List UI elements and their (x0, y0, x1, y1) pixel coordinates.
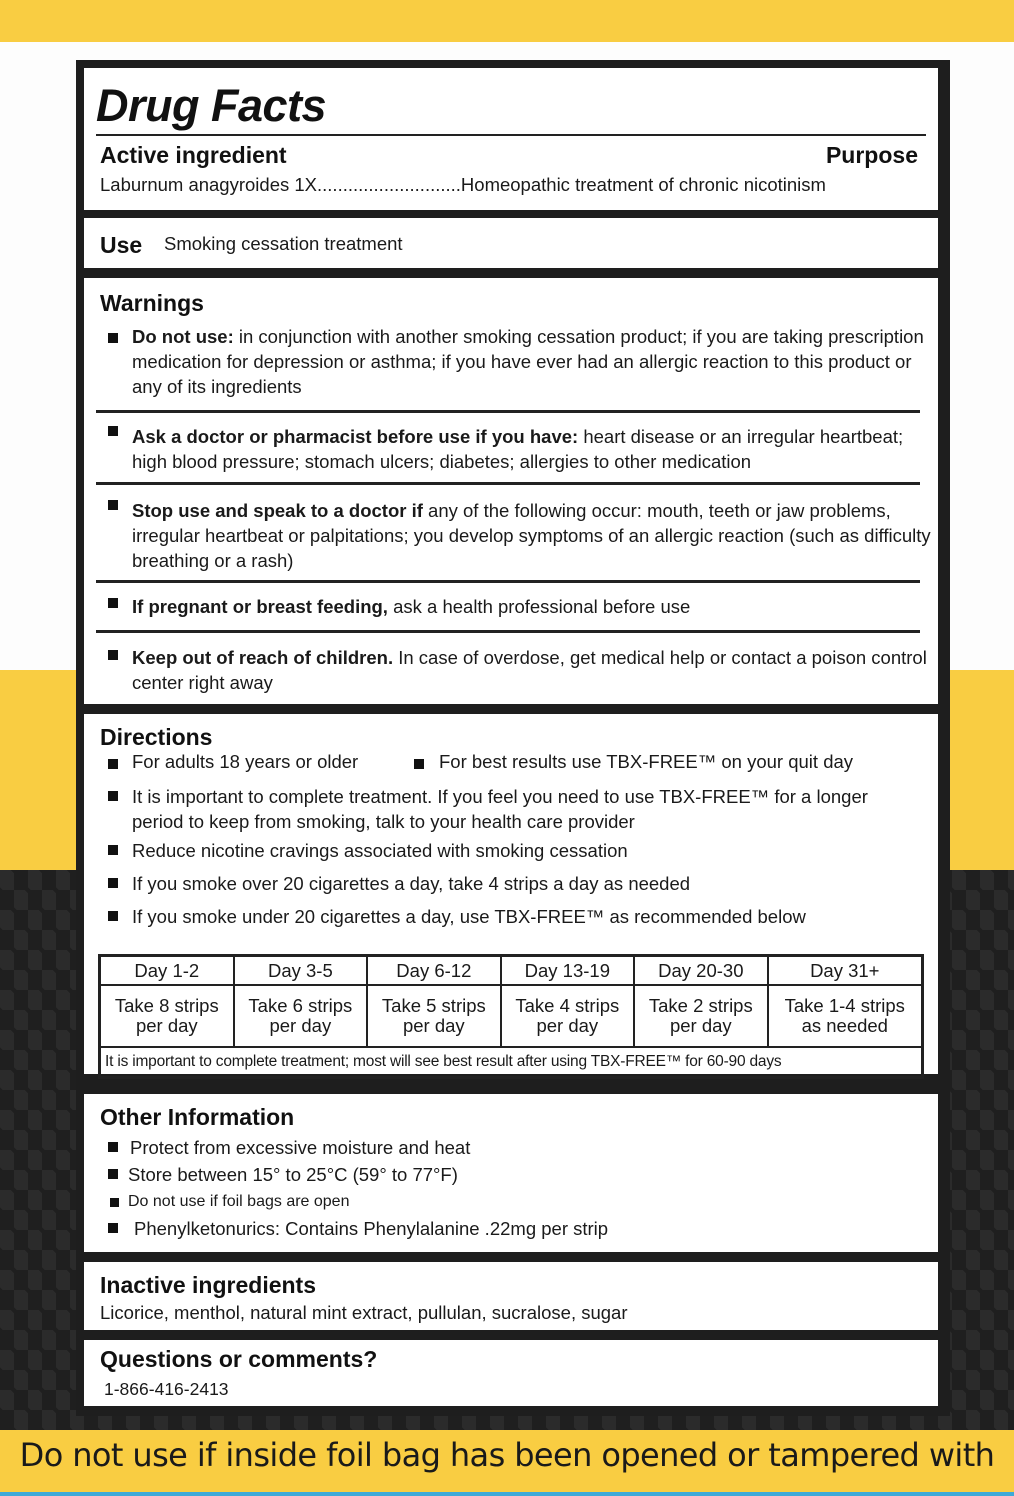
dose-frequency: per day (536, 1015, 599, 1036)
day-cell: Day 31+ (768, 956, 923, 986)
dosage-note-row (100, 1047, 923, 1078)
dose-cell (100, 985, 234, 1047)
warning-bold: If pregnant or breast feeding, (132, 596, 388, 617)
other-information-heading: Other Information (100, 1104, 295, 1130)
direction-item: It is important to complete treatment. If you feel you need to use TBX-FREE™ for a longer period to keep from smoking, talk to your health care provider (132, 786, 868, 832)
bullet-icon (108, 791, 118, 801)
warning-stop-use (132, 498, 932, 573)
other-information-section (84, 1094, 938, 1252)
dosage-amount-row (100, 985, 923, 1047)
bullet-icon (108, 1169, 118, 1179)
warning-divider (96, 630, 920, 633)
title-rule (96, 134, 926, 136)
dose-amount: Take 6 strips (248, 995, 353, 1016)
dose-amount: Take 4 strips (515, 995, 620, 1016)
day-cell: Day 13-19 (501, 956, 634, 986)
purpose-heading: Purpose (825, 142, 918, 168)
direction-item: Reduce nicotine cravings associated with smoking cessation (132, 840, 628, 861)
bullet-icon (108, 759, 118, 769)
bullet-icon (108, 426, 118, 436)
dose-frequency: per day (269, 1015, 332, 1036)
dose-frequency: per day (135, 1015, 198, 1036)
direction-item: For best results use TBX-FREE™ on your quit day (439, 751, 854, 772)
warning-bold: Do not use: (132, 326, 234, 347)
bullet-icon (108, 911, 118, 921)
dose-frequency: as needed (801, 1015, 888, 1036)
direction-item: If you smoke over 20 cigarettes a day, take 4 strips a day as needed (132, 873, 691, 894)
bullet-icon (108, 598, 118, 608)
dose-amount: Take 1-4 strips (784, 995, 905, 1016)
other-item: Phenylketonurics: Contains Phenylalanine .22mg per strip (134, 1218, 609, 1239)
dose-cell (367, 985, 500, 1047)
warning-text: In case of overdose, get medical help or contact a poison control center right away (132, 647, 927, 693)
warning-divider (96, 410, 920, 413)
active-ingredient-section (84, 68, 938, 210)
use-section (84, 218, 938, 268)
directions-heading: Directions (100, 724, 213, 750)
warning-pregnant (132, 594, 932, 619)
dose-amount: Take 8 strips (114, 995, 219, 1016)
questions-section (84, 1340, 938, 1406)
dosage-table (98, 954, 924, 1079)
warning-bold: Ask a doctor or pharmacist before use if you have: (132, 426, 579, 447)
warning-text: any of the following occur: mouth, teeth or jaw problems, irregular heartbeat or palpitations; you develop symptoms of an allergic reaction (such as difficulty breathing or a rash) (132, 500, 931, 571)
bottom-blue-line (0, 1492, 1014, 1496)
warning-divider (96, 482, 920, 485)
warnings-section (84, 278, 938, 704)
directions-section (84, 714, 938, 1074)
direction-item: If you smoke under 20 cigarettes a day, use TBX-FREE™ as recommended below (132, 906, 806, 927)
active-ingredient-heading: Active ingredient (100, 142, 287, 168)
warning-keep-out (132, 645, 932, 695)
use-heading: Use (100, 232, 143, 258)
dose-cell (768, 985, 923, 1047)
page-title: Drug Facts (96, 80, 327, 131)
warning-divider (96, 580, 920, 583)
warning-bold: Stop use and speak to a doctor if (132, 500, 423, 521)
bullet-icon (108, 650, 118, 660)
bullet-icon (108, 1223, 118, 1233)
dose-cell (234, 985, 367, 1047)
questions-heading: Questions or comments? (100, 1346, 378, 1372)
bullet-icon (108, 333, 118, 343)
dose-amount: Take 5 strips (381, 995, 486, 1016)
warning-text: ask a health professional before use (387, 596, 691, 617)
dose-frequency: per day (402, 1015, 465, 1036)
bullet-icon (108, 500, 118, 510)
other-item: Store between 15° to 25°C (59° to 77°F) (128, 1164, 458, 1185)
tamper-warning: Do not use if inside foil bag has been opened or tampered with (19, 1436, 995, 1474)
day-cell: Day 3-5 (234, 956, 367, 986)
inactive-ingredients-text: Licorice, menthol, natural mint extract, pullulan, sucralose, sugar (100, 1302, 628, 1323)
dosage-note: It is important to complete treatment; most will see best result after using TBX-FREE™ for 60-90 days (100, 1047, 923, 1078)
warning-do-not-use (132, 324, 932, 399)
dose-cell (501, 985, 634, 1047)
day-cell: Day 6-12 (367, 956, 500, 986)
use-text: Smoking cessation treatment (164, 233, 403, 254)
inactive-ingredients-section (84, 1262, 938, 1330)
dosage-days-row (100, 956, 923, 986)
bullet-icon (414, 759, 424, 769)
bullet-icon (108, 1142, 118, 1152)
bullet-icon (110, 1198, 119, 1207)
bullet-icon (108, 878, 118, 888)
inactive-ingredients-heading: Inactive ingredients (100, 1272, 317, 1298)
phone-number: 1-866-416-2413 (104, 1379, 229, 1399)
bullet-icon (108, 845, 118, 855)
other-item: Protect from excessive moisture and heat (130, 1137, 471, 1158)
dose-amount: Take 2 strips (648, 995, 753, 1016)
warnings-heading: Warnings (100, 290, 204, 316)
warning-text: heart disease or an irregular heartbeat; high blood pressure; stomach ulcers; diabetes; allergies to other medication (132, 426, 904, 472)
dose-frequency: per day (669, 1015, 732, 1036)
day-cell: Day 1-2 (100, 956, 234, 986)
day-cell: Day 20-30 (634, 956, 767, 986)
drug-facts-panel (76, 60, 950, 1416)
direction-item: For adults 18 years or older (132, 751, 359, 772)
active-ingredient-line: Laburnum anagyroides 1X............................Homeopathic treatment of chronic nicotinism (100, 174, 826, 195)
warning-bold: Keep out of reach of children. (132, 647, 394, 668)
warning-text: in conjunction with another smoking cessation product; if you are taking prescription medication for depression or asthma; if you have ever had an allergic reaction to this product or any of its ingredients (132, 326, 924, 397)
other-item: Do not use if foil bags are open (128, 1193, 350, 1210)
top-yellow-band (0, 0, 1014, 42)
dose-cell (634, 985, 767, 1047)
warning-ask-doctor (132, 424, 932, 474)
